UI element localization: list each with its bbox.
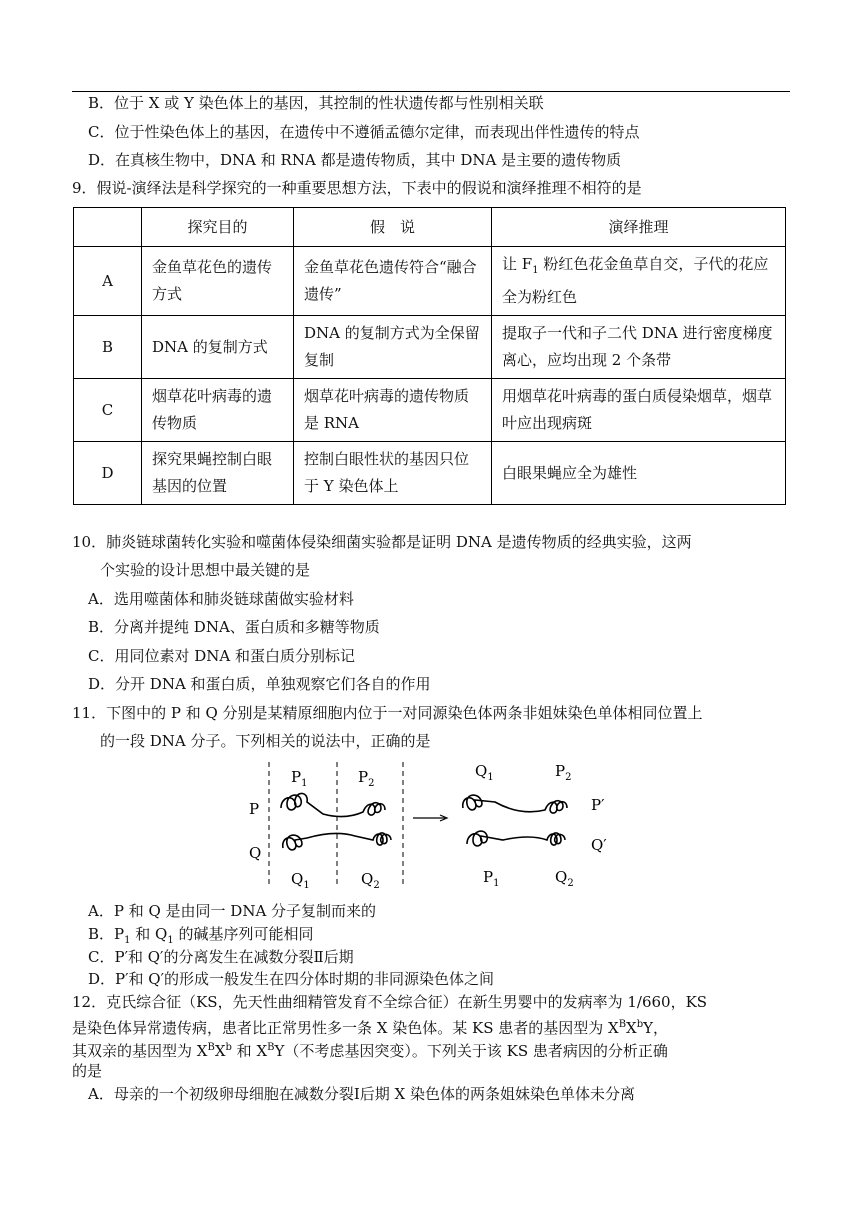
q8-option-d[interactable]: D．在真核生物中，DNA 和 RNA 都是遗传物质，其中 DNA 是主要的遗传物质: [88, 151, 622, 169]
header-cell-deduction: 演绎推理: [492, 208, 786, 247]
crossing-over-diagram: [245, 760, 625, 890]
row-deduction: 让 $F_1$ 粉红色花金鱼草自交，子代的花应全为粉红色: [492, 247, 786, 316]
q12-option-a[interactable]: A．母亲的一个初级卵母细胞在减数分裂Ⅰ后期 X 染色体的两条姐妹染色单体未分离: [88, 1085, 635, 1103]
q10-option-d[interactable]: D．分开 DNA 和蛋白质，单独观察它们各自的作用: [88, 675, 431, 693]
row-label: A: [74, 247, 142, 316]
row-deduction: 白眼果蝇应全为雄性: [492, 442, 786, 505]
label-q: Q: [249, 844, 262, 862]
label-p-prime: P′: [591, 796, 605, 814]
label-p2: $P_2$: [358, 768, 375, 789]
q10-option-a[interactable]: A．选用噬菌体和肺炎链球菌做实验材料: [88, 590, 354, 608]
q9-stem: 9．假说-演绎法是科学探究的一种重要思想方法，下表中的假说和演绎推理不相符的是: [72, 179, 642, 197]
q8-option-b[interactable]: B．位于 X 或 Y 染色体上的基因，其控制的性状遗传都与性别相关联: [88, 94, 544, 112]
table-row: [74, 442, 786, 505]
q9-table: [73, 207, 786, 505]
row-purpose: 金鱼草花色的遗传方式: [142, 247, 294, 316]
label-q1: $Q_1$: [291, 870, 310, 890]
q11-stem-line2: 的一段 DNA 分子。下列相关的说法中，正确的是: [100, 732, 431, 750]
q12-stem-line4: 的是: [72, 1062, 103, 1080]
q10-stem-line1: 10．肺炎链球菌转化实验和噬菌体侵染细菌实验都是证明 DNA 是遗传物质的经典实验，这两: [72, 533, 692, 551]
row-label: B: [74, 316, 142, 379]
q12-stem-line3: 其双亲的基因型为 $X^BX^b$ 和 $X^BY$（不考虑基因突变）。下列关于该 KS 患者病因的分析正确: [72, 1042, 668, 1060]
q12-stem-line2: 是染色体异常遗传病，患者比正常男性多一条 X 染色体。某 KS 患者的基因型为 $X^BX^bY$，: [72, 1019, 669, 1037]
q11-option-d[interactable]: D．P′和 Q′的形成一般发生在四分体时期的非同源染色体之间: [88, 970, 494, 988]
row-purpose: 探究果蝇控制白眼基因的位置: [142, 442, 294, 505]
label-q1-right: $Q_1$: [475, 762, 494, 783]
strand-q-prime: [467, 831, 565, 846]
q11-option-b[interactable]: B．$P_1$ 和 $Q_1$ 的碱基序列可能相同: [88, 925, 314, 946]
label-p: P: [249, 800, 260, 818]
label-p1-right: $P_1$: [483, 868, 500, 889]
header-cell-purpose: 探究目的: [142, 208, 294, 247]
q10-stem-line2: 个实验的设计思想中最关键的是: [100, 561, 311, 579]
label-p1: $P_1$: [291, 768, 308, 789]
label-q-prime: Q′: [591, 836, 607, 854]
label-q2-right: $Q_2$: [555, 868, 574, 889]
q12-stem-line1: 12．克氏综合征（KS，先天性曲细精管发育不全综合征）在新生男婴中的发病率为 1/660，KS: [72, 993, 708, 1011]
row-hypothesis: 烟草花叶病毒的遗传物质是 RNA: [294, 379, 492, 442]
table-row: [74, 247, 786, 316]
row-deduction: 提取子一代和子二代 DNA 进行密度梯度离心，应均出现 2 个条带: [492, 316, 786, 379]
row-hypothesis: 控制白眼性状的基因只位于 Y 染色体上: [294, 442, 492, 505]
header-cell-blank: [74, 208, 142, 247]
header-cell-hypothesis: 假 说: [294, 208, 492, 247]
q11-option-c[interactable]: C．P′和 Q′的分离发生在减数分裂Ⅱ后期: [88, 948, 354, 966]
q11-stem-line1: 11．下图中的 P 和 Q 分别是某精原细胞内位于一对同源染色体两条非姐妹染色单体相同位置上: [72, 704, 703, 722]
q11-option-a[interactable]: A．P 和 Q 是由同一 DNA 分子复制而来的: [88, 902, 377, 920]
row-hypothesis: 金鱼草花色遗传符合“融合遗传”: [294, 247, 492, 316]
row-deduction: 用烟草花叶病毒的蛋白质侵染烟草，烟草叶应出现病斑: [492, 379, 786, 442]
row-hypothesis: DNA 的复制方式为全保留复制: [294, 316, 492, 379]
q10-option-c[interactable]: C．用同位素对 DNA 和蛋白质分别标记: [88, 647, 355, 665]
table-row: [74, 379, 786, 442]
label-q2: $Q_2$: [361, 870, 380, 890]
row-purpose: 烟草花叶病毒的遗传物质: [142, 379, 294, 442]
row-label: C: [74, 379, 142, 442]
strand-p-prime: [463, 795, 567, 813]
strand-p: [281, 793, 385, 816]
row-label: D: [74, 442, 142, 505]
row-purpose: DNA 的复制方式: [142, 316, 294, 379]
table-header-row: [74, 208, 786, 247]
q8-option-c[interactable]: C．位于性染色体上的基因，在遗传中不遵循孟德尔定律，而表现出伴性遗传的特点: [88, 123, 640, 141]
q10-option-b[interactable]: B．分离并提纯 DNA、蛋白质和多糖等物质: [88, 618, 380, 636]
table-row: [74, 316, 786, 379]
label-p2-right: $P_2$: [555, 762, 572, 783]
